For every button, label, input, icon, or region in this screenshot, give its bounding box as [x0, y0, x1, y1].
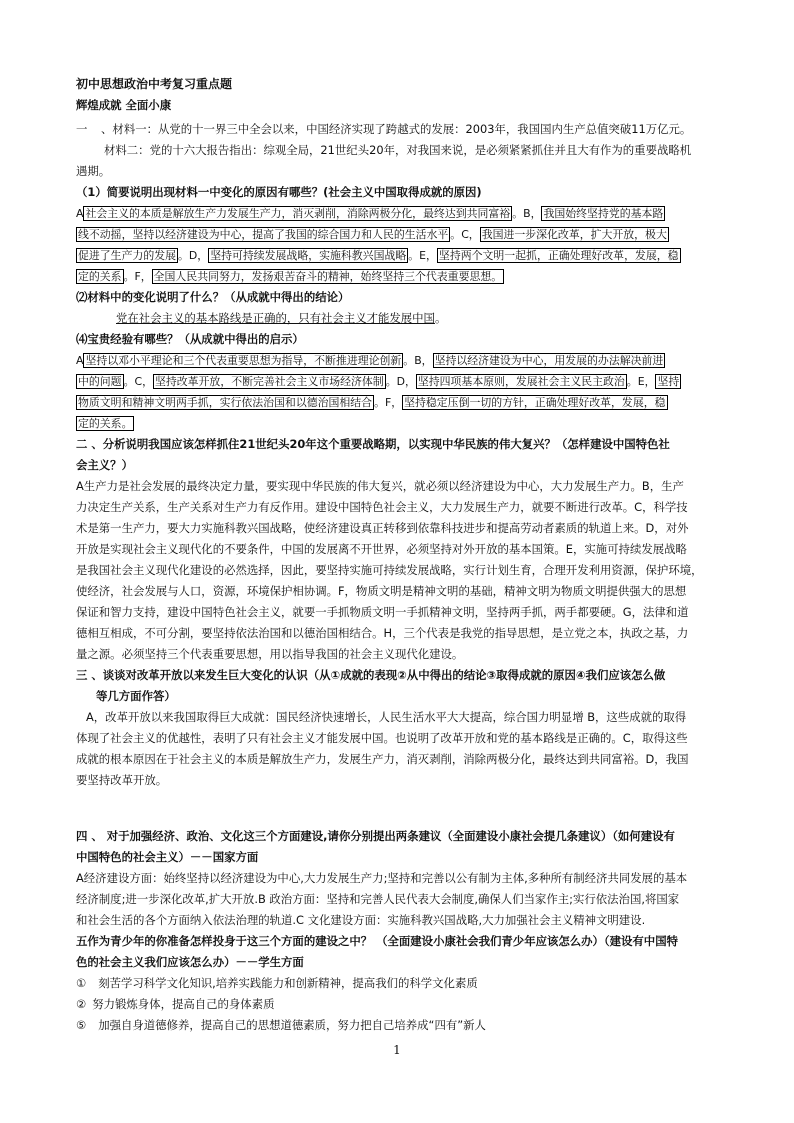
- label-d: 。D，: [385, 375, 416, 388]
- q2-body-line: 开放是实现社会主义现代化的不要条件，中国的发展离不开世界，必须坚持对外开放的基本国策。E，实施可持续发展战略: [76, 542, 687, 556]
- answer-box: 中的问题: [78, 375, 122, 388]
- answer-box: 坚持四项基本原则，发展社会主义民主政治: [417, 375, 625, 388]
- label-a: A: [76, 207, 84, 220]
- label-b: 。B，: [403, 354, 433, 367]
- label-b: 。B，: [512, 207, 542, 220]
- q2-body-line: A生产力是社会发展的最终决定力量，要实现中华民族的伟大复兴，就必须以经济建设为中心，大力发展生产力。B，生产: [76, 479, 684, 493]
- answer-box: 我国进一步深化改革，扩大开放，极大: [481, 228, 667, 241]
- answer-box: 定的关系。: [78, 417, 133, 430]
- q3-body-line: 成就的根本原因在于社会主义的本质是解放生产力，发展生产力，消灭剥削，消除两极分化，最终达到共同富裕。D，我国: [76, 752, 689, 766]
- page-number: 1: [393, 1043, 401, 1057]
- answer-box: 全国人民共同努力，发扬艰苦奋斗的精神，始终坚持三个代表重要思想。: [153, 270, 503, 283]
- answer-box: 坚持改革开放，不断完善社会主义市场经济体制: [154, 375, 384, 388]
- item-marker: ①: [76, 976, 87, 990]
- q4-body-line: A经济建设方面：始终坚持以经济建设为中心,大力发展生产力;坚持和完善以公有制为主体,多种所有制经济共同发展的基本: [76, 871, 688, 885]
- answer-box: 物质文明和精神文明两手抓，实行依法治国和以德治国相结合: [78, 396, 373, 409]
- item-marker: ⑤: [76, 1018, 87, 1032]
- s1-heading: （1）简要说明出现材料一中变化的原因有哪些？(社会主义中国取得成就的原因): [76, 185, 482, 199]
- q2-body-line: 术是第一生产力，要大力实施科教兴国战略，使经济建设真正转移到依靠科技进步和提高劳动者素质的轨道上来。D，对外: [76, 521, 689, 535]
- answer-box: 线不动摇，坚持以经济建设为中心，提高了我国的综合国力和人民的生活水平: [78, 228, 449, 241]
- q2-body-line: 使经济，社会发展与人口，资源，环境保护相协调。F，物质文明是精神文明的基础，精神文明为物质文明提供强大的思想: [76, 584, 687, 598]
- q5-item: [76, 973, 724, 994]
- answer-box: 社会主义的本质是解放生产力发展生产力，消灭剥削，消除两极分化，最终达到共同富裕: [85, 207, 511, 220]
- label-c: 。C，: [450, 228, 480, 241]
- s2-answer: [116, 308, 724, 329]
- label-f: 。F，: [123, 270, 152, 283]
- q2-body-line: 保证和智力支持，建设中国特色社会主义，就要一手抓物质文明一手抓精神文明，坚持两手抓，两手都要硬。G，法律和道: [76, 605, 689, 619]
- s2-heading: ⑵材料中的变化说明了什么？（从成就中得出的结论）: [76, 290, 350, 304]
- answer-box: 坚持以邓小平理论和三个代表重要思想为指导，不断推进理论创新: [85, 354, 402, 367]
- item-text: 努力锻炼身体，提高自己的身体素质: [92, 997, 275, 1011]
- label-e: 。E，: [626, 375, 656, 388]
- q2-body-line: 德相互相成，不可分割，要坚持依法治国和以德治国相结合。H，三个代表是我党的指导思想，是立党之本，执政之基，力: [76, 626, 689, 640]
- s1-answer-line4: [76, 266, 724, 287]
- item-marker: ②: [76, 997, 87, 1011]
- answer-box: 坚持两个文明一起抓，正确处理好改革，发展，稳: [438, 249, 679, 262]
- s1-answer-line1: [76, 203, 724, 224]
- q1-number: 一: [76, 122, 88, 136]
- q3-body-line: 体现了社会主义的优越性，表明了只有社会主义才能发展中国。也说明了改革开放和党的基本路线是正确的。C，取得这些: [76, 731, 688, 745]
- q3-heading-line1: 三 、谈谈对改革开放以来发生巨大变化的认识（从①成就的表现②从中得出的结论③取得成就的原因④我们应该怎么做: [76, 668, 666, 682]
- answer-box: 坚持可持续发展战略，实施科教兴国战略: [210, 249, 407, 262]
- q1-text1: 、材料一：从党的十一界三中全会以来，中国经济实现了跨越式的发展：2003年，我国国内生产总值突破11万亿元。: [101, 122, 692, 136]
- item-text: 刻苦学习科学文化知识,培养实践能力和创新精神，提高我们的科学文化素质: [98, 976, 478, 990]
- s1-answer-line3: [76, 245, 724, 266]
- q5-item: [76, 1015, 724, 1036]
- answer-box: 定的关系: [78, 270, 122, 283]
- answer-box: 坚持: [657, 375, 680, 388]
- q1-line2: 材料二：党的十六大报告指出：综观全局，21世纪头20年，对我国来说，是必须紧紧抓住并且大有作为的重要战略机: [104, 143, 692, 157]
- s4-heading: ⑷宝贵经验有哪些？（从成就中得出的启示）: [76, 332, 304, 346]
- q3-body-line: A，改革开放以来我国取得巨大成就：国民经济快速增长，人民生活水平大大提高，综合国力明显增 B，这些成就的取得: [86, 710, 687, 724]
- label-a: A: [76, 354, 84, 367]
- doc-title: 初中思想政治中考复习重点题: [76, 77, 233, 91]
- q2-body-line: 力决定生产关系，生产关系对生产力有反作用。建设中国特色社会主义，大力发展生产力，就要不断进行改革。C，科学技: [76, 500, 688, 514]
- s4-answer-line3: [76, 392, 724, 413]
- s2-answer-end: 。: [434, 311, 447, 325]
- item-text: 加强自身道德修养，提高自己的思想道德素质，努力把自己培养成“四有”新人: [98, 1018, 486, 1032]
- s4-answer-line2: [76, 371, 724, 392]
- label-c: 。C，: [123, 375, 153, 388]
- answer-box: 坚持以经济建设为中心，用发展的办法解决前进: [434, 354, 664, 367]
- label-e: 。E，: [408, 249, 437, 262]
- q4-heading-line2: 中国特色的社会主义）－－国家方面: [76, 850, 259, 864]
- q2-heading-line2: 会主义？）: [76, 458, 133, 472]
- answer-box: 我国始终坚持党的基本路: [543, 207, 664, 220]
- s1-answer-line2: [76, 224, 724, 245]
- q5-heading-line2: 色的社会主义我们应该怎么办）－－学生方面: [76, 955, 304, 969]
- q2-body-line: 量之源。必须坚持三个代表重要思想，用以指导我国的社会主义现代化建设。: [76, 647, 464, 661]
- q3-body-line: 要坚持改革开放。: [76, 773, 168, 787]
- s2-answer-underlined: 党在社会主义的基本路线是正确的，只有社会主义才能发展中国: [116, 311, 435, 325]
- q4-heading-line1: 四 、 对于加强经济、政治、文化这三个方面建设,请你分别提出两条建议（全面建设小康社会提几条建议）（如何建设有: [76, 829, 675, 843]
- q3-heading-line2: 等几方面作答）: [96, 689, 176, 703]
- s4-answer-line1: [76, 350, 724, 371]
- answer-box: 促进了生产力的发展: [78, 249, 177, 262]
- q4-body-line: 经济制度;进一步深化改革,扩大开放.B 政治方面：坚持和完善人民代表大会制度,确保人们当家作主;实行依法治国,将国家: [76, 892, 680, 906]
- subtitle: 辉煌成就 全面小康: [76, 98, 172, 112]
- q4-body-line: 和社会生活的各个方面纳入依法治理的轨道.C 文化建设方面：实施科教兴国战略,大力加强社会主义精神文明建设.: [76, 913, 646, 927]
- s4-answer-line4: [76, 413, 724, 434]
- q5-item: [76, 994, 724, 1015]
- answer-box: 坚持稳定压倒一切的方针，正确处理好改革，发展，稳: [404, 396, 666, 409]
- label-d: 。D，: [178, 249, 209, 262]
- q2-heading-line1: 二 、分析说明我国应该怎样抓住21世纪头20年这个重要战略期，以实现中华民族的伟大复兴？（怎样建设中国特色社: [76, 437, 670, 451]
- label-f: 。F，: [374, 396, 403, 409]
- q1-line1: [76, 119, 724, 140]
- q2-body-line: 是我国社会主义现代化建设的必然选择，因此，要坚持实施可持续发展战略，实行计划生育，合理开发利用资源，保护环境，: [76, 563, 703, 577]
- q1-line3: 遇期。: [76, 164, 111, 178]
- q5-heading-line1: 五作为青少年的你准备怎样投身于这三个方面的建设之中？ （全面建设小康社会我们青少年应该怎么办）（建设有中国特: [76, 934, 678, 948]
